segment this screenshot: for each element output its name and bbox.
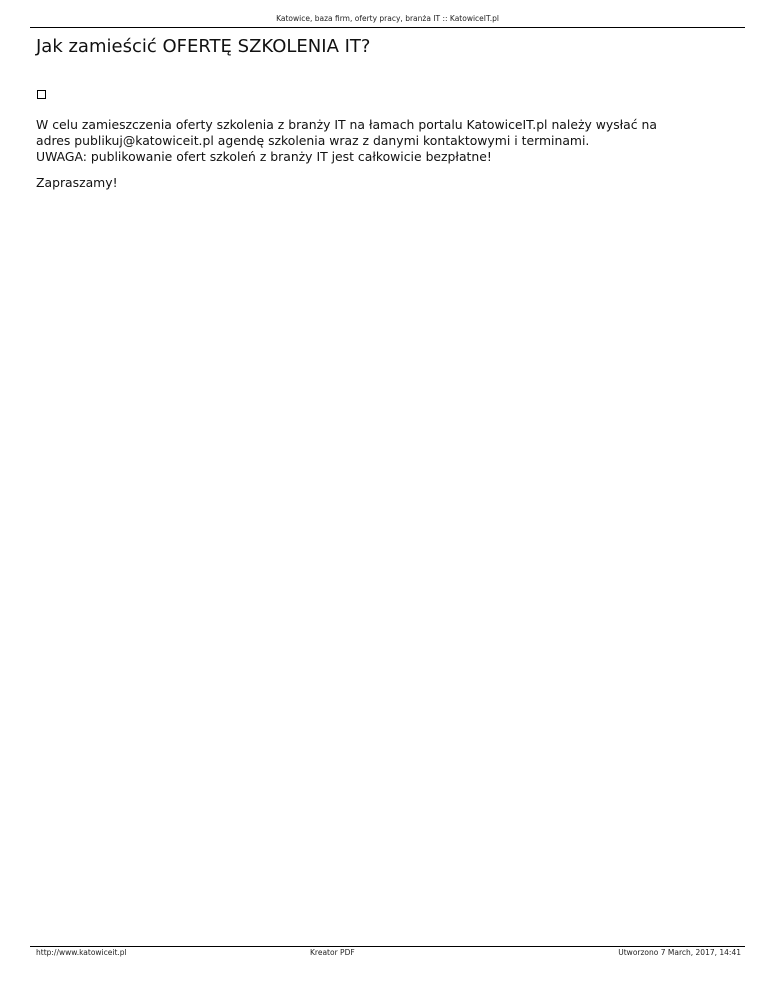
footer-generator: Kreator PDF — [310, 948, 355, 957]
missing-image-icon — [37, 90, 46, 99]
footer-created-date: Utworzono 7 March, 2017, 14:41 — [618, 948, 741, 957]
footer-url[interactable]: http://www.katowiceit.pl — [36, 948, 127, 957]
footer-divider — [30, 946, 745, 947]
closing-text: Zapraszamy! — [36, 175, 118, 190]
body-line-2: adres publikuj@katowiceit.pl agendę szkolenia wraz z danymi kontaktowymi i terminami. — [36, 133, 590, 148]
document-page — [30, 0, 745, 994]
body-line-1: W celu zamieszczenia oferty szkolenia z branży IT na łamach portalu KatowiceIT.pl należy wysłać na — [36, 117, 657, 132]
page-header: Katowice, baza firm, oferty pracy, branża IT :: KatowiceIT.pl — [276, 14, 499, 23]
article-body — [36, 117, 736, 165]
body-line-3: UWAGA: publikowanie ofert szkoleń z branży IT jest całkowicie bezpłatne! — [36, 149, 492, 164]
header-divider — [30, 27, 745, 28]
page-title: Jak zamieścić OFERTĘ SZKOLENIA IT? — [36, 36, 371, 57]
